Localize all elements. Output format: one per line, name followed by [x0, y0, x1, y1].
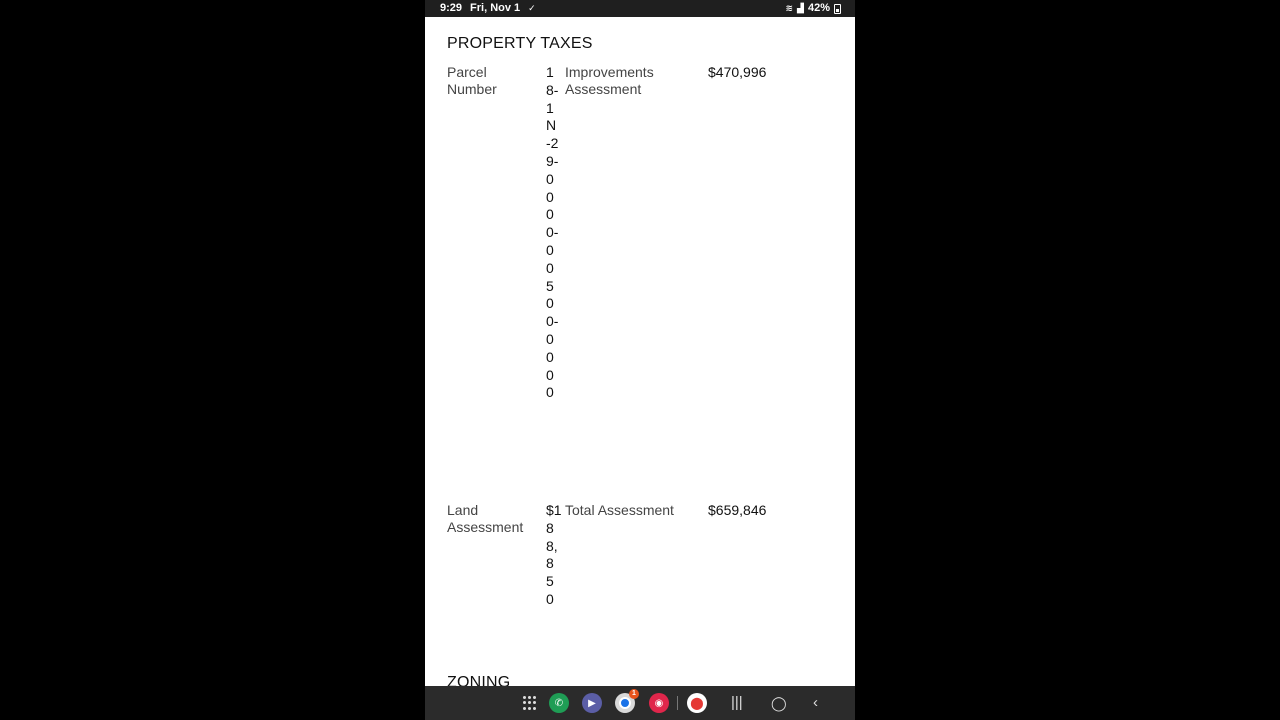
- phone-screen: [425, 0, 855, 720]
- home-button-icon[interactable]: ◯: [771, 695, 787, 711]
- app-drawer-icon[interactable]: [523, 696, 537, 710]
- check-icon: ✓: [528, 2, 536, 13]
- battery-icon: [834, 4, 841, 14]
- maps-app-icon[interactable]: ⬤: [687, 693, 707, 713]
- back-icon[interactable]: ‹: [813, 694, 818, 711]
- notification-badge: 1: [629, 689, 639, 699]
- land-assessment-value: $188,850: [546, 502, 562, 607]
- video-app-icon[interactable]: ▶: [582, 693, 602, 713]
- chrome-app-icon[interactable]: [615, 690, 636, 713]
- battery-percent: 42%: [807, 2, 830, 14]
- wifi-icon: ≋: [785, 2, 794, 13]
- zoning-heading: ZONING: [447, 674, 511, 686]
- parcel-number-value: 18-1N-29-0000-00500-0000: [546, 64, 559, 401]
- parcel-number-label: Parcel Number: [447, 64, 497, 97]
- dock-divider: [677, 696, 678, 710]
- navigation-bar: [425, 686, 855, 720]
- camera-app-icon[interactable]: ◉: [649, 693, 669, 713]
- status-bar: [425, 0, 855, 17]
- total-assessment-value: $659,846: [708, 502, 767, 518]
- land-assessment-label: Land Assessment: [447, 502, 524, 535]
- page-content[interactable]: [425, 17, 855, 686]
- total-assessment-label: Total Assessment: [565, 502, 674, 518]
- phone-app-icon[interactable]: ✆: [549, 693, 569, 713]
- improvements-assessment-label: Improvements Assessment: [565, 64, 654, 97]
- improvements-assessment-value: $470,996: [708, 64, 767, 80]
- recent-apps-icon[interactable]: |||: [731, 694, 743, 711]
- signal-icon: ▟: [797, 2, 804, 13]
- property-taxes-heading: PROPERTY TAXES: [447, 35, 593, 52]
- status-time: 9:29: [440, 2, 463, 14]
- status-date: Fri, Nov 1: [470, 2, 521, 14]
